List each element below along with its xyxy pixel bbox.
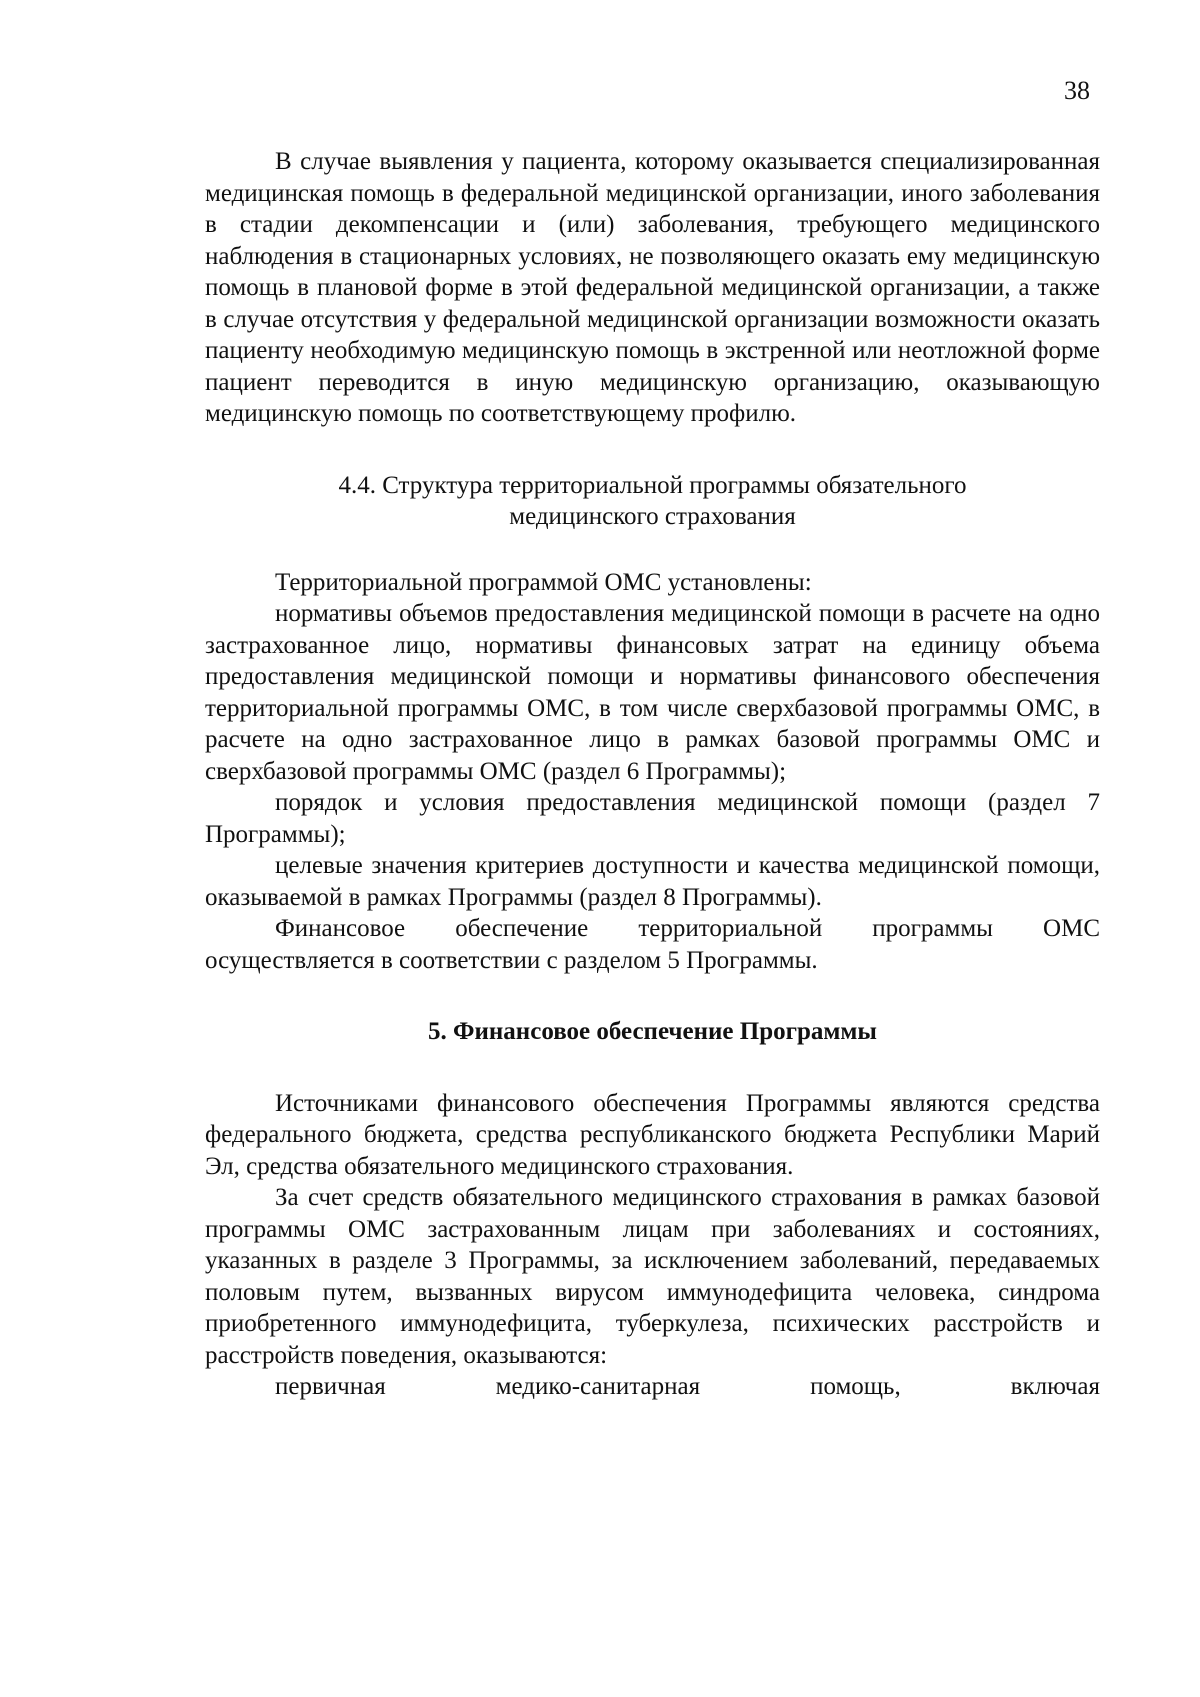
last-line-word: медико-санитарная	[495, 1373, 701, 1400]
spacer	[205, 976, 1100, 1016]
section-4-4-item-procedure: порядок и условия предоставления медицинской помощи (раздел 7 Программы);	[205, 789, 1100, 848]
section-4-4-heading-line2: медицинского страхования	[509, 503, 796, 530]
section-5-sources: Источниками финансового обеспечения Программы являются средства федерального бюджета, средства республиканского бюджета Республики Марий Эл, средства обязательного медицинского страхования.	[205, 1089, 1100, 1180]
section-5-last-line	[205, 1371, 1100, 1403]
section-4-4-intro: Территориальной программой ОМС установлены:	[275, 568, 812, 596]
page-number: 38	[1064, 76, 1090, 105]
section-5-heading: 5. Финансовое обеспечение Программы	[428, 1018, 877, 1045]
spacer	[205, 430, 1100, 470]
spacer	[205, 533, 1100, 567]
spacer	[205, 1048, 1100, 1088]
last-line-word: включая	[1010, 1373, 1100, 1400]
paragraph-transfer-patient: В случае выявления у пациента, которому оказывается специализированная медицинская помощь в федеральной медицинской организации, иного заболевания в стадии декомпенсации и (или) заболевания, требующего медицинского наблюдения в стационарных условиях, не позволяющего оказать ему медицинскую помощь в плановой форме в этой федеральной медицинской организации, а также в случае отсутствия у федеральной медицинской организации возможности оказать пациенту необходимую медицинскую помощь в экстренной или неотложной форме пациент переводится в иную медицинскую организацию, оказывающую медицинскую помощь по соответствующему профилю.	[205, 148, 1100, 427]
document-body	[205, 146, 1100, 1403]
section-4-4-item-norms: нормативы объемов предоставления медицинской помощи в расчете на одно застрахованное лицо, нормативы финансовых затрат на единицу объема предоставления медицинской помощи и нормативы финансового обеспечения территориальной программы ОМС, в том числе сверхбазовой программы ОМС, в расчете на одно застрахованное лицо в рамках базовой программы ОМС и сверхбазовой программы ОМС (раздел 6 Программы);	[205, 600, 1100, 785]
section-4-4-financing: Финансовое обеспечение территориальной программы ОМС осуществляется в соответствии с разделом 5 Программы.	[205, 915, 1100, 974]
last-line-word: помощь,	[810, 1373, 901, 1400]
section-4-4-heading-line1: 4.4. Структура территориальной программы обязательного	[338, 471, 967, 499]
last-line-word: первичная	[275, 1373, 386, 1400]
section-5-oms-scope: За счет средств обязательного медицинского страхования в рамках базовой программы ОМС застрахованным лицам при заболеваниях и состояниях, указанных в разделе 3 Программы, за исключением заболеваний, передаваемых половым путем, вызванных вирусом иммунодефицита человека, синдрома приобретенного иммунодефицита, туберкулеза, психических расстройств и расстройств поведения, оказываются:	[205, 1184, 1100, 1369]
section-4-4-heading	[205, 470, 1100, 533]
section-4-4-item-criteria: целевые значения критериев доступности и качества медицинской помощи, оказываемой в рамках Программы (раздел 8 Программы).	[205, 852, 1100, 911]
